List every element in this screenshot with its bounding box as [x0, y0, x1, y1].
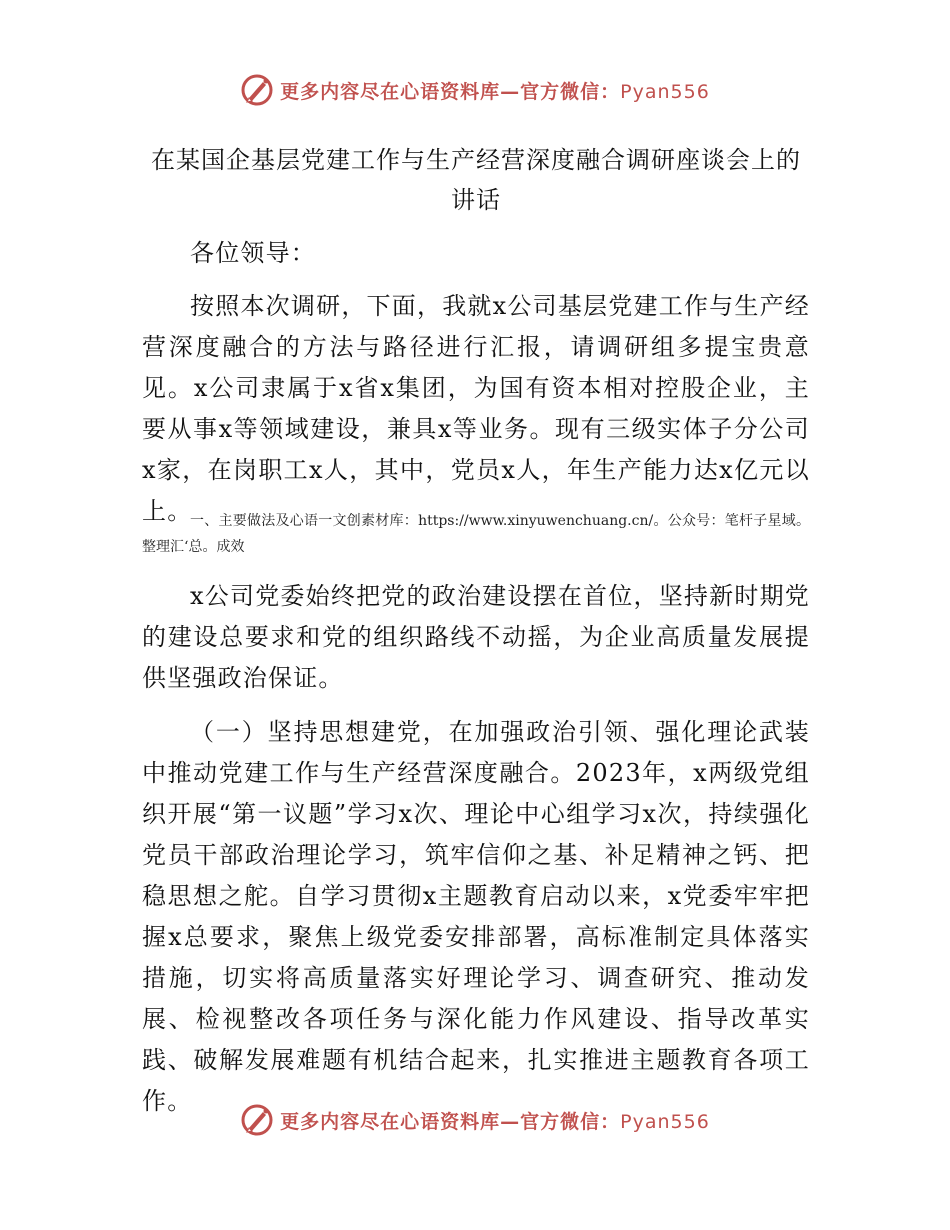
- section-heading: 一、主要做法及心语一文创素材库：https://www.xinyuwenchuang.cn/。公众号：笔杆子星域。整理汇‘总。成效: [142, 513, 810, 555]
- banner-content: [240, 1103, 710, 1137]
- greeting: 各位领导：: [190, 239, 316, 267]
- banner-text: 更多内容尽在心语资料库—官方微信：Pyan556: [280, 1110, 710, 1133]
- pen-logo-icon: [240, 1103, 274, 1137]
- paragraph-intro: 按照本次调研，下面，我就x公司基层党建工作与生产经营深度融合的方法与路径进行汇报，请调研组多提宝贵意见。x公司隶属于x省x集团，为国有资本相对控股企业，主要从事x等领域建设，兼具x等业务。现有三级实体子分公司x家，在岗职工x人，其中，党员x人，年生产能力达x亿元以上。: [142, 292, 810, 525]
- wechat-id: Pyan556: [620, 1110, 710, 1133]
- banner-content: [240, 73, 710, 107]
- pen-logo-icon: [240, 73, 274, 107]
- paragraph-ideology: （一）坚持思想建党，在加强政治引领、强化理论武装中推动党建工作与生产经营深度融合。2023年，x两级党组织开展“第一议题”学习x次、理论中心组学习x次，持续强化党员干部政治理论学习，筑牢信仰之基、补足精神之钙、把稳思想之舵。自学习贯彻x主题教育启动以来，x党委牢牢把握x总要求，聚焦上级党委安排部署，高标准制定具体落实措施，切实将高质量落实好理论学习、调查研究、推动发展、检视整改各项任务与深化能力作风建设、指导改革实践、破解发展难题有机结合起来，扎实推进主题教育各项工作。: [142, 718, 810, 1115]
- footer-banner: [0, 1100, 950, 1140]
- banner-text: 更多内容尽在心语资料库—官方微信：Pyan556: [280, 80, 710, 103]
- wechat-id: Pyan556: [620, 80, 710, 103]
- paragraph-summary: x公司党委始终把党的政治建设摆在首位，坚持新时期党的建设总要求和党的组织路线不动摇，为企业高质量发展提供坚强政治保证。: [142, 582, 810, 692]
- header-banner: [0, 70, 950, 110]
- document-title: 在某国企基层党建工作与生产经营深度融合调研座谈会上的讲话: [151, 146, 801, 214]
